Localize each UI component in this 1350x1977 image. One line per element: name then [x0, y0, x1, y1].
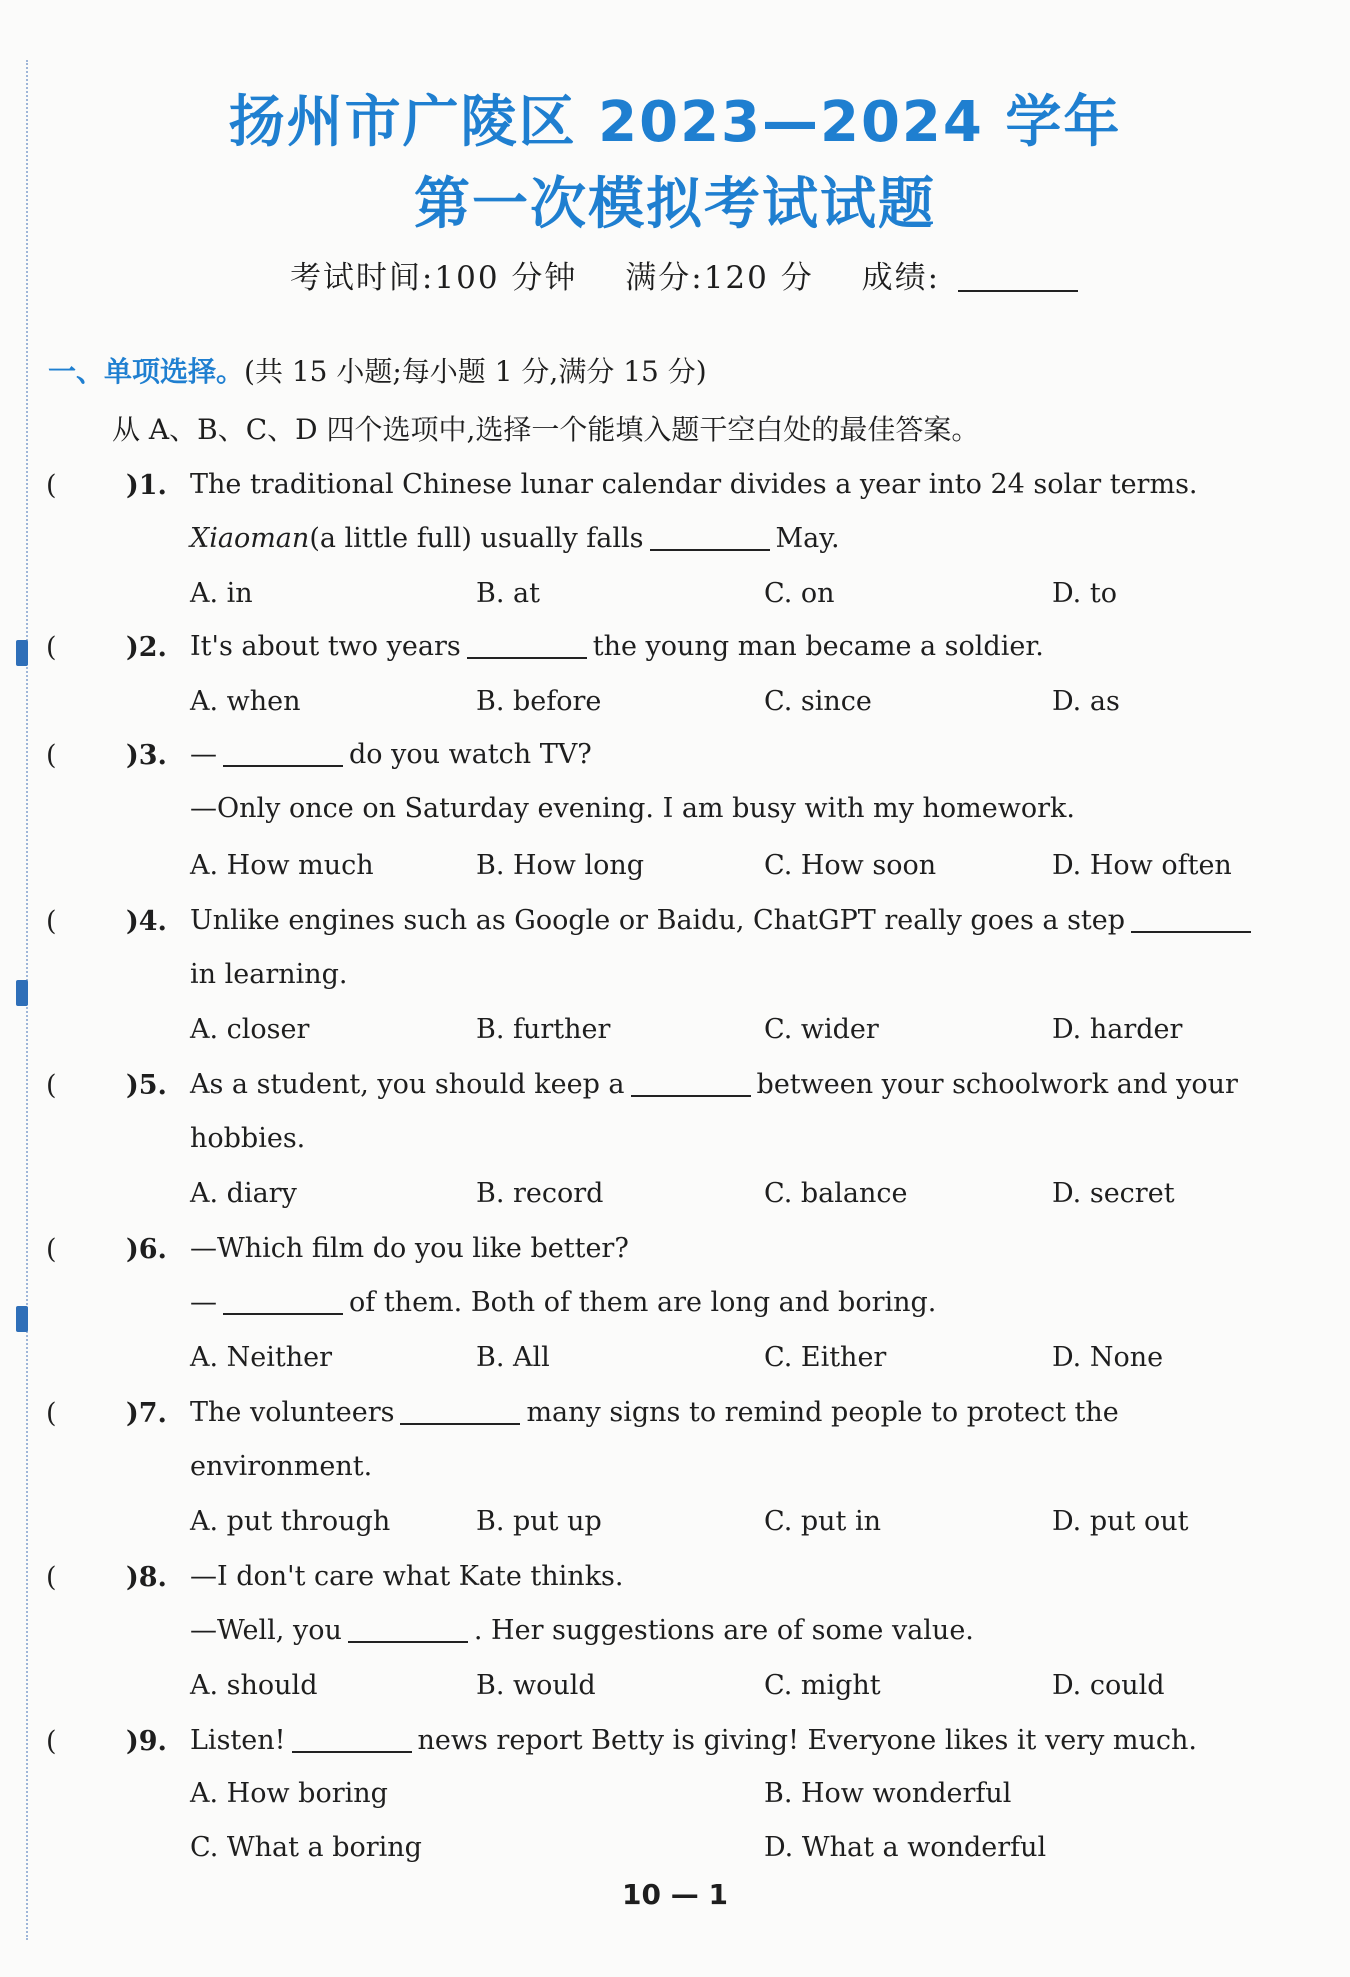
score-blank: [958, 290, 1078, 292]
option-c: C. balance: [764, 1178, 908, 1209]
stem-text: —I don't care what Kate thinks.: [190, 1561, 624, 1592]
stem-text: hobbies.: [190, 1123, 306, 1154]
exam-score-label: 成绩:: [861, 260, 941, 296]
section-note: (共 15 小题;每小题 1 分,满分 15 分): [244, 355, 707, 388]
question-stem: [190, 1550, 1310, 1658]
stem-text: of them. Both of them are long and boring.: [349, 1287, 937, 1318]
question-number: )9.: [126, 1726, 167, 1757]
option-a: A. put through: [190, 1506, 391, 1537]
question-number: )1.: [126, 470, 167, 501]
stem-text: May.: [775, 523, 840, 554]
option-a: A. closer: [190, 1014, 310, 1045]
stem-text: —Well, you: [190, 1615, 342, 1646]
question-stem: [190, 728, 1310, 836]
question-number: )7.: [126, 1398, 167, 1429]
exam-meta: [0, 252, 1350, 297]
stem-text: —: [190, 739, 217, 770]
option-b: B. put up: [476, 1506, 602, 1537]
option-c: C. on: [764, 578, 835, 609]
answer-paren: (: [46, 906, 57, 937]
stem-text: environment.: [190, 1451, 373, 1482]
option-d: D. What a wonderful: [764, 1832, 1047, 1863]
option-b: B. at: [476, 578, 540, 609]
answer-blank: [631, 1095, 751, 1097]
option-d: D. How often: [1052, 850, 1232, 881]
question-stem: [190, 1058, 1310, 1166]
option-a: A. should: [190, 1670, 318, 1701]
stem-text: do you watch TV?: [349, 739, 592, 770]
stem-text: in learning.: [190, 959, 348, 990]
option-d: D. None: [1052, 1342, 1164, 1373]
question-number: )6.: [126, 1234, 167, 1265]
stem-text: The traditional Chinese lunar calendar divides a year into 24 solar terms.: [190, 469, 1198, 500]
stem-text: —Which film do you like better?: [190, 1233, 629, 1264]
question-stem: [190, 894, 1310, 1002]
answer-blank: [1131, 931, 1251, 933]
option-b: B. record: [476, 1178, 604, 1209]
question-number: )4.: [126, 906, 167, 937]
stem-text: between your schoolwork and your: [756, 1069, 1238, 1100]
answer-paren: (: [46, 740, 57, 771]
option-a: A. How much: [190, 850, 374, 881]
option-a: A. How boring: [190, 1778, 388, 1809]
question-number: )8.: [126, 1562, 167, 1593]
answer-blank: [223, 1313, 343, 1315]
question-number: )5.: [126, 1070, 167, 1101]
option-d: D. harder: [1052, 1014, 1183, 1045]
option-c: C. put in: [764, 1506, 881, 1537]
question-stem: [190, 620, 1310, 674]
option-d: D. as: [1052, 686, 1120, 717]
option-a: A. Neither: [190, 1342, 333, 1373]
option-b: B. further: [476, 1014, 611, 1045]
margin-tab-marker: [16, 980, 28, 1006]
option-b: B. How wonderful: [764, 1778, 1012, 1809]
answer-blank: [650, 549, 770, 551]
option-c: C. might: [764, 1670, 881, 1701]
answer-paren: (: [46, 470, 57, 501]
exam-time: 考试时间:100 分钟: [289, 260, 578, 296]
option-c: C. How soon: [764, 850, 937, 881]
option-b: B. All: [476, 1342, 550, 1373]
answer-paren: (: [46, 1398, 57, 1429]
answer-blank: [223, 765, 343, 767]
stem-text: —Only once on Saturday evening. I am busy with my homework.: [190, 793, 1075, 824]
answer-paren: (: [46, 1070, 57, 1101]
stem-text: (a little full) usually falls: [309, 523, 644, 554]
option-a: A. in: [190, 578, 253, 609]
exam-title-line2: 第一次模拟考试试题: [414, 172, 936, 237]
option-d: D. to: [1052, 578, 1117, 609]
option-c: C. since: [764, 686, 872, 717]
stem-text: . Her suggestions are of some value.: [473, 1615, 974, 1646]
section-instruction: 从 A、B、C、D 四个选项中,选择一个能填入题干空白处的最佳答案。: [112, 413, 980, 446]
stem-text: —: [190, 1287, 217, 1318]
answer-paren: (: [46, 632, 57, 663]
option-b: B. would: [476, 1670, 596, 1701]
stem-text: many signs to remind people to protect the: [526, 1397, 1119, 1428]
answer-blank: [348, 1641, 468, 1643]
stem-text: Listen!: [190, 1725, 286, 1756]
stem-text: Unlike engines such as Google or Baidu, ChatGPT really goes a step: [190, 905, 1126, 936]
stem-text: news report Betty is giving! Everyone likes it very much.: [417, 1725, 1198, 1756]
stem-text: The volunteers: [190, 1397, 395, 1428]
question-stem: [190, 1714, 1310, 1768]
option-c: C. Either: [764, 1342, 887, 1373]
option-d: D. could: [1052, 1670, 1165, 1701]
answer-paren: (: [46, 1726, 57, 1757]
stem-text: the young man became a soldier.: [592, 631, 1044, 662]
option-c: C. wider: [764, 1014, 879, 1045]
option-a: A. diary: [190, 1178, 297, 1209]
question-stem: [190, 1386, 1310, 1494]
option-d: D. secret: [1052, 1178, 1175, 1209]
margin-tab-marker: [16, 1306, 28, 1332]
stem-italic: Xiaoman: [190, 523, 310, 554]
stem-text: As a student, you should keep a: [190, 1069, 625, 1100]
option-a: A. when: [190, 686, 301, 717]
answer-blank: [292, 1751, 412, 1753]
question-number: )3.: [126, 740, 167, 771]
question-stem: [190, 458, 1310, 566]
option-b: B. before: [476, 686, 602, 717]
answer-paren: (: [46, 1562, 57, 1593]
page-number: 10 — 1: [622, 1878, 728, 1911]
margin-tab-marker: [16, 640, 28, 666]
option-b: B. How long: [476, 850, 645, 881]
answer-paren: (: [46, 1234, 57, 1265]
question-number: )2.: [126, 632, 167, 663]
answer-blank: [467, 657, 587, 659]
question-stem: [190, 1222, 1310, 1330]
option-d: D. put out: [1052, 1506, 1189, 1537]
option-c: C. What a boring: [190, 1832, 422, 1863]
exam-title-line1: 扬州市广陵区 2023—2024 学年: [228, 90, 1122, 155]
exam-full-score: 满分:120 分: [625, 260, 814, 296]
answer-blank: [400, 1423, 520, 1425]
section-title: 一、单项选择。: [48, 355, 245, 388]
section-heading: [48, 350, 707, 390]
stem-text: It's about two years: [190, 631, 461, 662]
